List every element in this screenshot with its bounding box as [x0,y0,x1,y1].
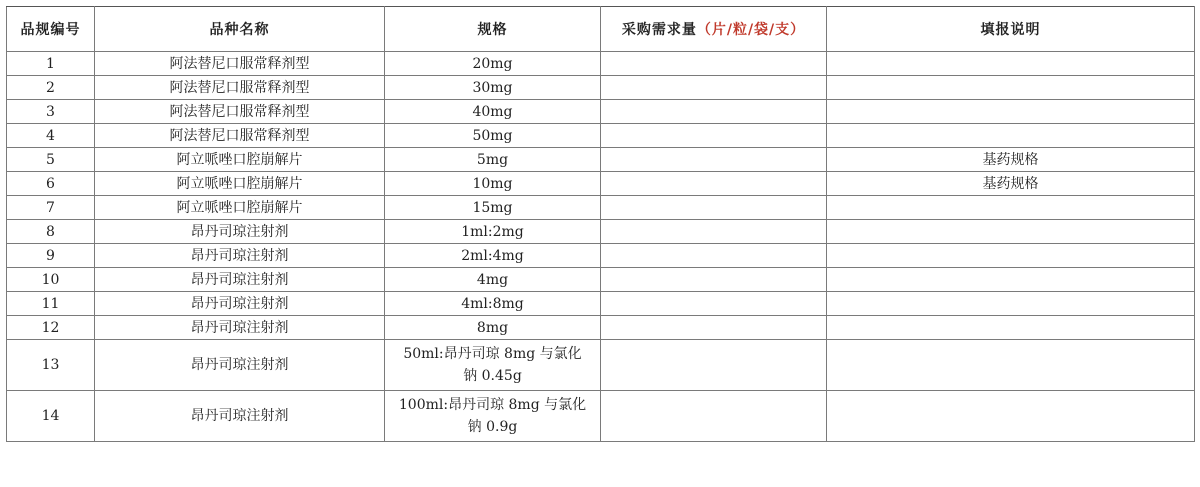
cell-name: 昂丹司琼注射剂 [95,268,385,292]
cell-note[interactable] [827,244,1195,268]
cell-code: 13 [7,340,95,391]
cell-name: 昂丹司琼注射剂 [95,340,385,391]
header-note: 填报说明 [827,7,1195,52]
cell-demand[interactable] [601,244,827,268]
table-row [7,52,1195,76]
cell-demand[interactable] [601,124,827,148]
cell-spec: 15mg [385,196,601,220]
cell-note[interactable] [827,268,1195,292]
cell-note[interactable]: 基药规格 [827,172,1195,196]
cell-name: 阿立哌唑口腔崩解片 [95,172,385,196]
cell-spec [385,340,601,391]
table-row [7,124,1195,148]
cell-name: 昂丹司琼注射剂 [95,220,385,244]
cell-spec: 10mg [385,172,601,196]
cell-name: 阿法替尼口服常释剂型 [95,52,385,76]
table-row [7,244,1195,268]
cell-demand[interactable] [601,220,827,244]
cell-code: 1 [7,52,95,76]
cell-spec: 40mg [385,100,601,124]
table-row [7,220,1195,244]
cell-spec: 8mg [385,316,601,340]
cell-spec: 30mg [385,76,601,100]
header-code: 品规编号 [7,7,95,52]
table-row [7,172,1195,196]
cell-note[interactable] [827,124,1195,148]
cell-code: 11 [7,292,95,316]
cell-name: 阿法替尼口服常释剂型 [95,124,385,148]
header-demand [601,7,827,52]
cell-spec-text: 100ml:昂丹司琼 8mg 与氯化钠 0.9g [398,397,587,435]
cell-note[interactable] [827,76,1195,100]
cell-spec: 4mg [385,268,601,292]
header-name: 品种名称 [95,7,385,52]
header-row [7,7,1195,52]
cell-code: 12 [7,316,95,340]
cell-spec: 2ml:4mg [385,244,601,268]
cell-name: 昂丹司琼注射剂 [95,391,385,442]
cell-name: 阿立哌唑口腔崩解片 [95,148,385,172]
cell-code: 6 [7,172,95,196]
cell-code: 4 [7,124,95,148]
cell-demand[interactable] [601,100,827,124]
cell-demand[interactable] [601,76,827,100]
table-row [7,292,1195,316]
table-row [7,268,1195,292]
table-row [7,316,1195,340]
cell-name: 阿立哌唑口腔崩解片 [95,196,385,220]
cell-note[interactable]: 基药规格 [827,148,1195,172]
cell-demand[interactable] [601,52,827,76]
cell-demand[interactable] [601,148,827,172]
table-row [7,100,1195,124]
procurement-table-sheet [6,6,1195,442]
table-row [7,340,1195,391]
cell-demand[interactable] [601,172,827,196]
cell-note[interactable] [827,220,1195,244]
table-row [7,391,1195,442]
table-row [7,76,1195,100]
cell-note[interactable] [827,316,1195,340]
cell-spec: 20mg [385,52,601,76]
cell-spec: 50mg [385,124,601,148]
cell-code: 7 [7,196,95,220]
cell-code: 14 [7,391,95,442]
cell-note[interactable] [827,52,1195,76]
cell-name: 阿法替尼口服常释剂型 [95,100,385,124]
cell-spec: 5mg [385,148,601,172]
cell-spec [385,391,601,442]
cell-demand[interactable] [601,391,827,442]
header-demand-label: 采购需求量 [621,22,697,38]
header-demand-unit: （片/粒/袋/支） [696,22,806,38]
cell-name: 阿法替尼口服常释剂型 [95,76,385,100]
table-row [7,196,1195,220]
procurement-table [6,6,1195,442]
cell-name: 昂丹司琼注射剂 [95,244,385,268]
header-spec: 规格 [385,7,601,52]
cell-code: 10 [7,268,95,292]
table-row [7,148,1195,172]
cell-code: 2 [7,76,95,100]
cell-demand[interactable] [601,316,827,340]
cell-demand[interactable] [601,340,827,391]
cell-code: 5 [7,148,95,172]
cell-note[interactable] [827,391,1195,442]
cell-spec-text: 50ml:昂丹司琼 8mg 与氯化钠 0.45g [403,346,582,384]
cell-demand[interactable] [601,268,827,292]
cell-note[interactable] [827,196,1195,220]
cell-spec: 4ml:8mg [385,292,601,316]
cell-code: 9 [7,244,95,268]
cell-name: 昂丹司琼注射剂 [95,292,385,316]
cell-name: 昂丹司琼注射剂 [95,316,385,340]
cell-code: 8 [7,220,95,244]
cell-note[interactable] [827,292,1195,316]
cell-demand[interactable] [601,292,827,316]
cell-code: 3 [7,100,95,124]
cell-note[interactable] [827,340,1195,391]
cell-spec: 1ml:2mg [385,220,601,244]
cell-demand[interactable] [601,196,827,220]
cell-note[interactable] [827,100,1195,124]
